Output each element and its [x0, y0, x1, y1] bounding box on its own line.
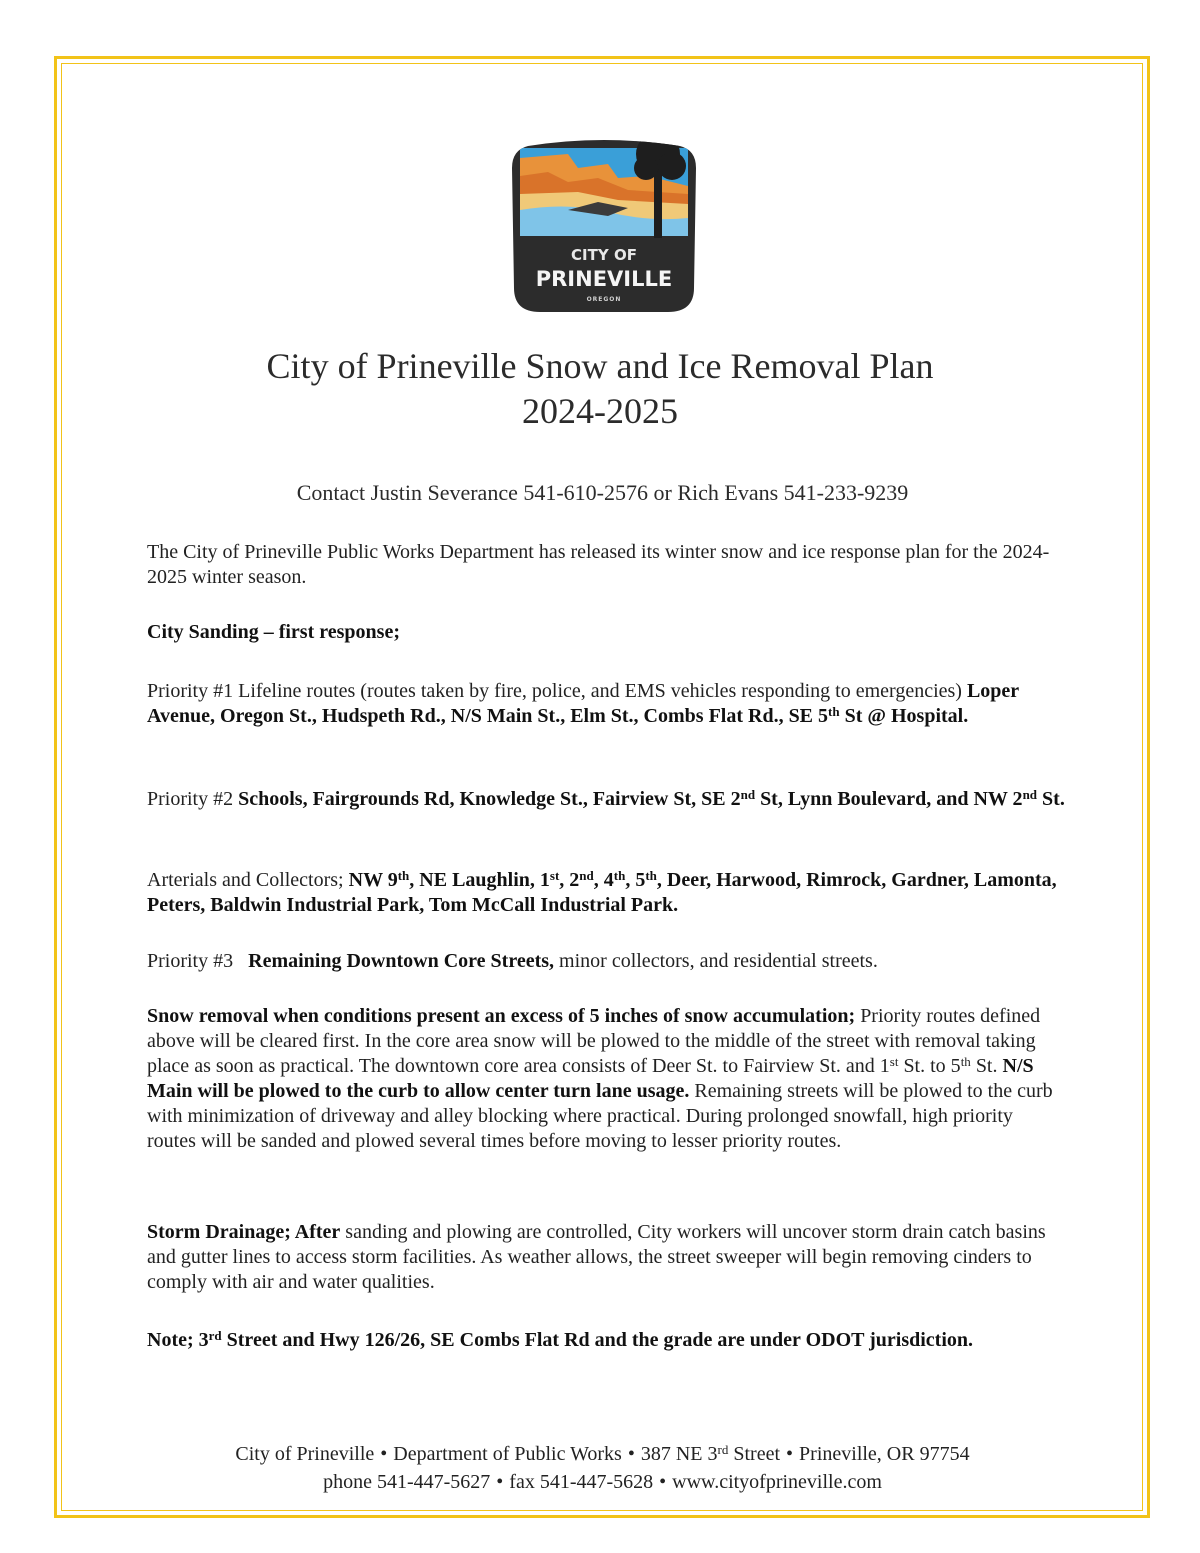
footer-website[interactable]: www.cityofprineville.com — [672, 1471, 882, 1493]
storm-drainage-paragraph: Storm Drainage; After sanding and plowing are controlled, City workers will uncover storm drain catch basins and gutter lines to access storm facilities. As weather allows, the street sweeper will begin removing cinders to comply with air and water qualities. — [147, 1221, 1046, 1293]
arterials-label: Arterials and Collectors; — [147, 869, 349, 891]
footer-dept: Department of Public Works — [393, 1443, 622, 1465]
sanding-section — [147, 620, 1065, 645]
storm-heading: Storm Drainage; After — [147, 1221, 341, 1243]
logo-line2: PRINEVILLE — [535, 267, 673, 291]
priority-3-bold: Remaining Downtown Core Streets, — [248, 950, 555, 972]
arterials-paragraph — [147, 868, 1065, 918]
intro-paragraph: The City of Prineville Public Works Department has released its winter snow and ice response plan for the 2024-2025 winter season. — [147, 541, 1050, 588]
priority-1-routes: Loper Avenue, Oregon St., Hudspeth Rd., N/S Main St., Elm St., Combs Flat Rd., SE 5th St @ Hospital. — [147, 680, 1019, 727]
priority-3-paragraph — [147, 949, 1065, 974]
logo-line1: CITY OF — [571, 246, 637, 264]
odot-note: Note; 3rd Street and Hwy 126/26, SE Combs Flat Rd and the grade are under ODOT jurisdiction. — [147, 1328, 973, 1351]
footer-org: City of Prineville — [235, 1443, 375, 1465]
priority-2-routes: Schools, Fairgrounds Rd, Knowledge St., Fairview St, SE 2nd St, Lynn Boulevard, and NW 2nd St. — [238, 787, 1065, 810]
city-logo — [508, 138, 700, 316]
snow-removal-main-st: N/S Main will be plowed to the curb to allow center turn lane usage. — [147, 1055, 1034, 1102]
logo-line3: OREGON — [586, 296, 622, 303]
priority-3-label: Priority #3 — [147, 950, 234, 972]
footer-phone: phone 541-447-5627 — [323, 1471, 491, 1493]
priority-1-label: Priority #1 Lifeline routes (routes taken by fire, police, and EMS vehicles responding to emergencies) — [147, 680, 967, 702]
footer-address: 387 NE 3rd Street — [640, 1442, 781, 1465]
sanding-heading: City Sanding – first response; — [147, 621, 400, 643]
snow-removal-heading: Snow removal when conditions present an excess of 5 inches of snow accumulation; — [147, 1005, 856, 1027]
page-title: City of Prineville Snow and Ice Removal Plan — [266, 346, 934, 386]
arterials-routes: NW 9th, NE Laughlin, 1st, 2nd, 4th, 5th, Deer, Harwood, Rimrock, Gardner, Lamonta, Peters, Baldwin Industrial Park, Tom McCall Industrial Park. — [147, 868, 1057, 916]
priority-2-label: Priority #2 — [147, 788, 239, 810]
snow-removal-paragraph: Snow removal when conditions present an excess of 5 inches of snow accumulation; Priority routes defined above will be cleared first. In the core area snow will be plowed to the middle of the street with removal taking place as soon as practical. The downtown core area consists of Deer St. to Fairview St. and 1st St. to 5th St. N/S Main will be plowed to the curb to allow center turn lane usage. Remaining streets will be plowed to the curb with minimization of driveway and alley blocking where practical. During prolonged snowfall, high priority routes will be sanded and plowed several times before moving to lesser priority routes. — [147, 1005, 1053, 1152]
footer-line-2: phone 541-447-5627 • fax 541-447-5628 • www.cityofprineville.com — [323, 1471, 882, 1493]
page-subtitle-year: 2024-2025 — [522, 391, 678, 431]
contact-line: Contact Justin Severance 541-610-2576 or Rich Evans 541-233-9239 — [296, 480, 909, 505]
priority-2-paragraph — [147, 787, 1065, 812]
priority-1-paragraph — [147, 679, 1065, 729]
priority-3-rest: minor collectors, and residential streets. — [554, 950, 878, 972]
footer-city: Prineville, OR 97754 — [799, 1443, 970, 1465]
footer-fax: fax 541-447-5628 — [509, 1471, 654, 1493]
footer-line-1: City of Prineville • Department of Public Works • 387 NE 3rd Street • Prineville, OR 97754 — [235, 1442, 970, 1465]
